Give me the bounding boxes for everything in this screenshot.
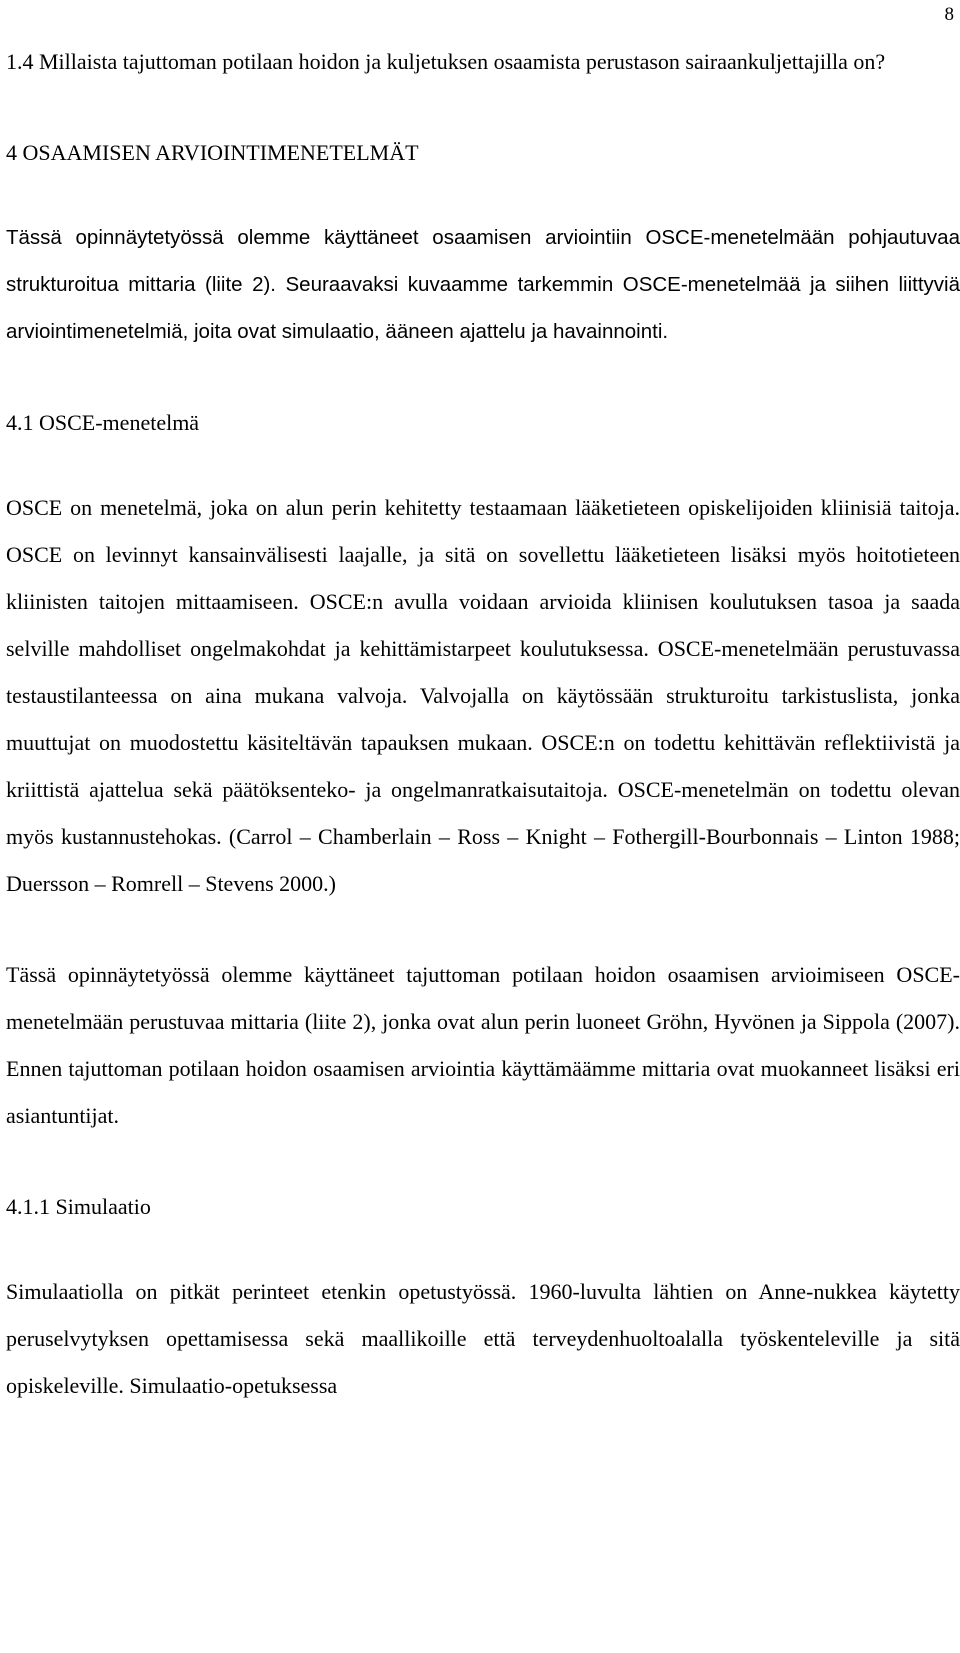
section-4-1-paragraph-1: OSCE on menetelmä, joka on alun perin kehitetty testaamaan lääketieteen opiskelijoiden kliinisiä taitoja. OSCE on levinnyt kansainvälisesti laajalle, ja sitä on sovellettu lääketieteen lisäksi myös hoitotieteen kliinisten taitojen mittaamiseen. OSCE:n avulla voidaan arvioida kliinisen koulutuksen tasoa ja saada selville mahdolliset ongelmakohdat ja kehittämistarpeet koulutuksessa. OSCE-menetelmään perustuvassa testaustilanteessa on aina mukana valvoja. Valvojalla on käytössään strukturoitu tarkistuslista, jonka muuttujat on muodostettu käsiteltävän tapauksen mukaan. OSCE:n on todettu kehittävän reflektiivistä ja kriittistä ajattelua sekä päätöksenteko- ja ongelmanratkaisutaitoja. OSCE-menetelmän on todettu olevan myös kustannustehokas. (Carrol – Chamberlain – Ross – Knight – Fothergill-Bourbonnais – Linton 1988; Duersson – Romrell – Stevens 2000.) (6, 495, 960, 896)
spacer (6, 176, 960, 214)
section-heading-4: 4 OSAAMISEN ARVIOINTIMENETELMÄT (6, 140, 419, 165)
spacer (6, 1230, 960, 1268)
section-heading-4-1: 4.1 OSCE-menetelmä (6, 410, 200, 435)
section-4-1-1-paragraph: Simulaatiolla on pitkät perinteet etenkin opetustyössä. 1960-luvulta lähtien on Anne-nukkea käytetty peruselvytyksen opettamisessa sekä maallikoille että terveydenhuoltoalalla työskenteleville ja sitä opiskeleville. Simulaatio-opetuksessa (6, 1279, 960, 1398)
spacer (6, 85, 960, 129)
section-4-paragraph: Tässä opinnäytetyössä olemme käyttäneet osaamisen arviointiin OSCE-menetelmään pohjautuvaa strukturoitua mittaria (liite 2). Seuraavaksi kuvaamme tarkemmin OSCE-menetelmää ja siihen liittyviä arviointimenetelmiä, joita ovat simulaatio, ääneen ajattelu ja havainnointi. (6, 226, 960, 343)
spacer (6, 446, 960, 484)
document-body (6, 38, 960, 1409)
section-heading-4-1-1: 4.1.1 Simulaatio (6, 1194, 151, 1219)
spacer (6, 1139, 960, 1183)
section-4-1-paragraph-2: Tässä opinnäytetyössä olemme käyttäneet tajuttoman potilaan hoidon osaamisen arvioimiseen OSCE-menetelmään perustuvaa mittaria (liite 2), jonka ovat alun perin luoneet Gröhn, Hyvönen ja Sippola (2007). Ennen tajuttoman potilaan hoidon osaamisen arviointia käyttämäämme mittaria ovat muokanneet lisäksi eri asiantuntijat. (6, 962, 960, 1128)
page-number: 8 (944, 4, 954, 25)
spacer (6, 355, 960, 399)
research-question: 1.4 Millaista tajuttoman potilaan hoidon ja kuljetuksen osaamista perustason sairaankuljettajilla on? (6, 49, 886, 74)
spacer (6, 907, 960, 951)
